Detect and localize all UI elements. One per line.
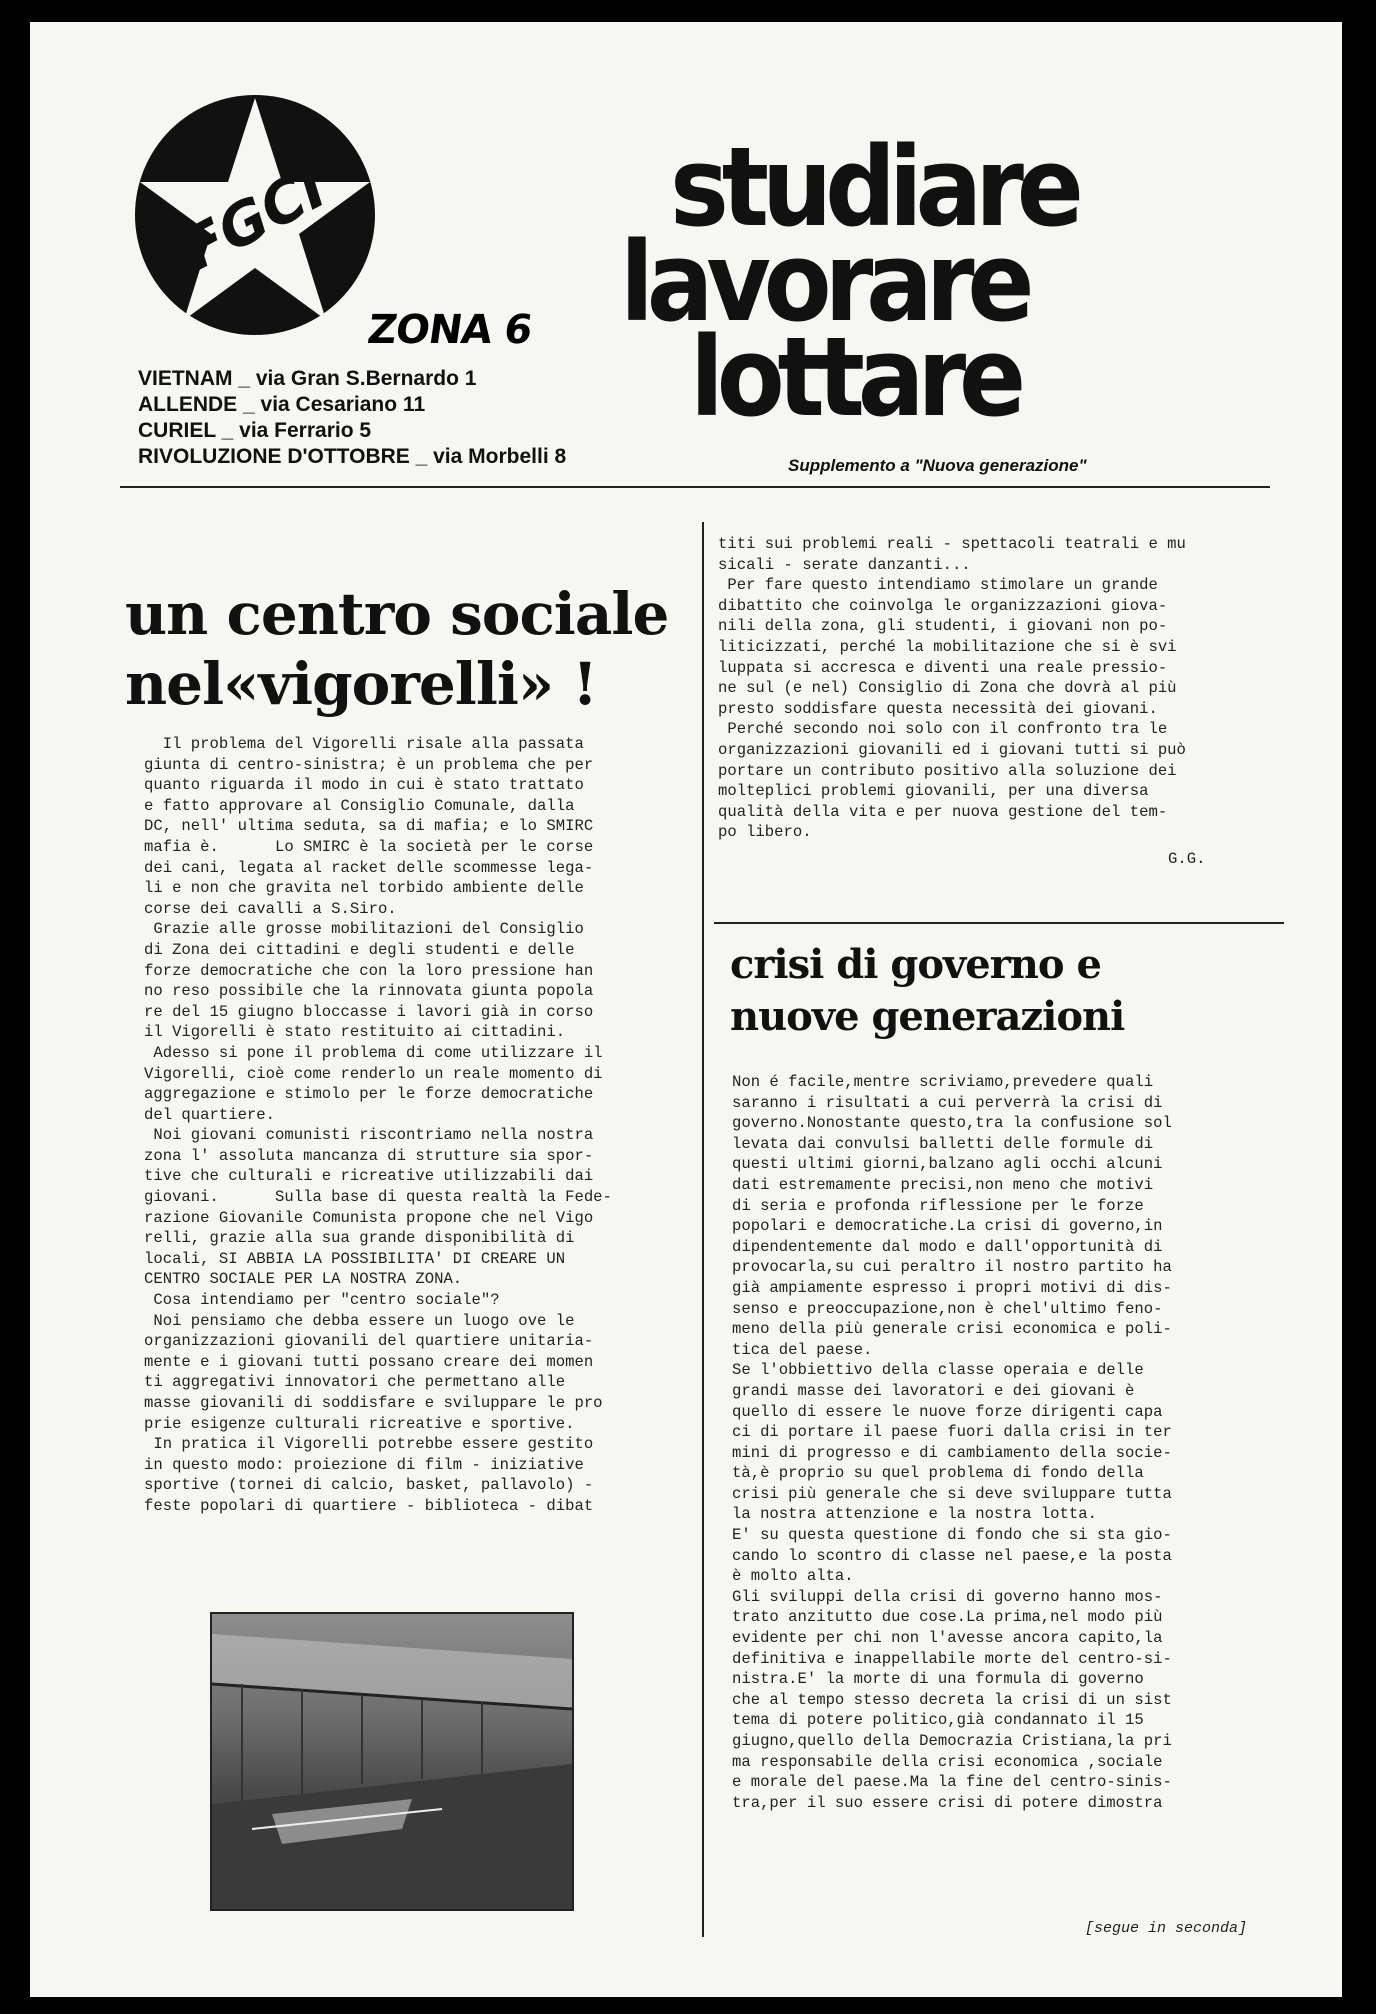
text-line: Vigorelli, cioè come renderlo un reale momento di (144, 1064, 603, 1083)
text-line: locali, SI ABBIA LA POSSIBILITA' DI CREARE UN (144, 1249, 566, 1268)
text-line: di seria e profonda riflessione per le forze (732, 1196, 1144, 1215)
text-line: Noi pensiamo che debba essere un luogo ove le (144, 1311, 575, 1330)
text-line: evidente per chi non l'avesse ancora capito,la (732, 1629, 1163, 1648)
text-line: molteplici problemi giovanili, per una diversa (718, 782, 1149, 801)
text-line: presto soddisfare questa necessità dei giovani. (718, 699, 1158, 718)
text-line: giunta di centro-sinistra; è un problema che per (144, 755, 594, 774)
text-line: Per fare questo intendiamo stimolare un grande (718, 576, 1158, 595)
text-line: po libero. (718, 823, 812, 842)
article-divider (714, 922, 1284, 924)
text-line: liticizzati, perché la mobilitazione che si è svi (718, 637, 1177, 656)
text-line: del quartiere. (144, 1105, 276, 1124)
text-line: popolari e democratiche.La crisi di governo,in (732, 1217, 1163, 1236)
masthead-rule (120, 486, 1270, 488)
text-line: Noi giovani comunisti riscontriamo nella nostra (144, 1126, 594, 1145)
text-line: che al tempo stesso decreta la crisi di un sist (732, 1690, 1172, 1709)
text-line: Perché secondo noi solo con il confronto tra le (718, 720, 1168, 739)
text-line: sportive (tornei di calcio, basket, pallavolo) - (144, 1476, 594, 1495)
text-line: tive che culturali e ricreative utilizzabili dai (144, 1167, 594, 1186)
text-line: giovani. Sulla base di questa realtà la Fede- (144, 1188, 612, 1207)
masthead-title-line: lottare (690, 313, 1019, 441)
text-line: dati estremamente precisi,non meno che motivi (732, 1175, 1154, 1194)
text-line: CENTRO SOCIALE PER LA NOSTRA ZONA. (144, 1270, 463, 1289)
text-line: li e non che gravita nel torbido ambiente delle (144, 879, 584, 898)
text-line: masse giovanili di soddisfare e sviluppare le pro (144, 1394, 603, 1412)
text-line: è molto alta. (732, 1567, 854, 1586)
text-line: il Vigorelli è stato restituito ai cittadini. (144, 1023, 566, 1042)
text-line: quello di essere le nuove forze dirigenti capa (732, 1402, 1163, 1421)
text-line: cando lo scontro di classe nel paese,e la posta (732, 1546, 1172, 1565)
text-line: corse dei cavalli a S.Siro. (144, 899, 397, 918)
text-line: e morale del paese.Ma la fine del centro-sinis- (732, 1773, 1172, 1792)
text-line: Se l'obbiettivo della classe operaia e delle (732, 1361, 1144, 1380)
text-line: dipendentemente dal modo e dall'opportunità di (732, 1237, 1163, 1256)
text-line: provocarla,su cui peraltro il nostro partito ha (732, 1258, 1172, 1277)
text-line: crisi più generale che si deve sviluppare tutta (732, 1484, 1172, 1503)
logo-text: FGCI (171, 152, 337, 284)
address-line: ALLENDE _ via Cesariano 11 (138, 393, 426, 416)
text-line: E' su questa questione di fondo che si sta gio- (732, 1526, 1172, 1545)
text-line: dei cani, legata al racket delle scommesse lega- (144, 858, 594, 877)
text-line: feste popolari di quartiere - biblioteca - dibat (144, 1496, 594, 1515)
text-line: Adesso si pone il problema di come utilizzare il (144, 1043, 603, 1062)
text-line: relli, grazie alla sua grande disponibilità di (144, 1229, 575, 1248)
article2-headline: nuove generazioni (730, 993, 1125, 1040)
article1-headline: un centro sociale (125, 580, 669, 648)
text-line: definitiva e inappellabile morte del centro-si- (732, 1649, 1172, 1668)
text-line: re del 15 giugno bloccasse i lavori già in corso (144, 1002, 594, 1021)
text-line: senso e preoccupazione,non è chel'ultimo feno- (732, 1299, 1163, 1318)
text-line: la nostra attenzione e la nostra lotta. (732, 1505, 1097, 1524)
text-line: qualità della vita e per nuova gestione del tem- (718, 802, 1168, 821)
article2-body (732, 1072, 1172, 1813)
fgci-star-logo (130, 90, 380, 340)
text-line: quanto riguarda il modo in cui è stato trattato (144, 776, 584, 795)
text-line: Cosa intendiamo per "centro sociale"? (144, 1291, 500, 1310)
text-line: dibattito che coinvolga le organizzazioni giova- (718, 596, 1168, 615)
text-line: ti aggregativi innovatori che permettano alle (144, 1373, 566, 1392)
text-line: titi sui problemi reali - spettacoli teatrali e mu (718, 535, 1186, 553)
text-line: ci di portare il paese fuori dalla crisi in ter (732, 1423, 1172, 1442)
text-line: questi ultimi giorni,balzano agli occhi alcuni (732, 1155, 1163, 1174)
text-line: levata dai convulsi balletti delle formule di (732, 1134, 1154, 1153)
newspaper-page (30, 22, 1342, 1997)
masthead-title-line: studiare (670, 123, 1077, 251)
article1-body-right (718, 534, 1186, 843)
text-line: governo.Nonostante questo,tra la confusione sol (732, 1114, 1172, 1133)
text-line: ma responsabile della crisi economica ,sociale (732, 1752, 1163, 1771)
text-line: in questo modo: proiezione di film - iniziative (144, 1455, 584, 1474)
text-line: portare un contributo positivo alla soluzione dei (718, 761, 1177, 780)
text-line: mente e i giovani tutti possano creare dei momen (144, 1352, 594, 1371)
address-line: VIETNAM _ via Gran S.Bernardo 1 (138, 367, 477, 390)
text-line: prie esigenze culturali ricreative e sportive. (144, 1414, 575, 1433)
text-line: Grazie alle grosse mobilitazioni del Consiglio (144, 920, 584, 939)
text-line: saranno i risultati a cui perverrà la crisi di (732, 1093, 1163, 1112)
text-line: sicali - serate danzanti... (718, 555, 971, 574)
continued-note: [segue in seconda] (1085, 1920, 1248, 1937)
text-line: organizzazioni giovanili ed i giovani tutti si può (718, 740, 1186, 759)
article1-body-left (144, 734, 612, 1517)
text-line: no reso possibile che la rinnovata giunta popola (144, 982, 594, 1001)
text-line: Il problema del Vigorelli risale alla passata (144, 735, 584, 753)
address-line: CURIEL _ via Ferrario 5 (138, 419, 372, 442)
column-rule (702, 522, 704, 1937)
article2-headline: crisi di governo e (730, 941, 1101, 988)
text-line: organizzazioni giovanili del quartiere unitaria- (144, 1332, 594, 1351)
supplement-note: Supplemento a "Nuova generazione" (788, 456, 1087, 475)
text-line: mafia è. Lo SMIRC è la società per le corse (144, 837, 594, 856)
text-line: zona l' assoluta mancanza di strutture sia spor- (144, 1146, 594, 1165)
text-line: trato anzitutto due cose.La prima,nel modo più (732, 1608, 1163, 1627)
text-line: razione Giovanile Comunista propone che nel Vigo (144, 1208, 594, 1227)
zona-label: ZONA 6 (364, 307, 535, 353)
text-line: Non é facile,mentre scriviamo,prevedere quali (732, 1073, 1154, 1091)
velodrome-photo (210, 1612, 574, 1911)
text-line: meno della più generale crisi economica e poli- (732, 1320, 1172, 1339)
text-line: tica del paese. (732, 1340, 873, 1359)
text-line: tra,per il suo essere crisi di potere dimostra (732, 1793, 1163, 1812)
text-line: In pratica il Vigorelli potrebbe essere gestito (144, 1435, 594, 1454)
article1-headline: nel«vigorelli» ! (125, 650, 597, 718)
address-line: RIVOLUZIONE D'OTTOBRE _ via Morbelli 8 (138, 445, 567, 468)
text-line: forze democratiche che con la loro pressione han (144, 961, 594, 980)
text-line: di Zona dei cittadini e degli studenti e delle (144, 940, 575, 959)
text-line: grandi masse dei lavoratori e dei giovani è (732, 1381, 1135, 1400)
text-line: tà,è proprio su quel problema di fondo della (732, 1464, 1144, 1483)
text-line: aggregazione e stimolo per le forze democratiche (144, 1085, 594, 1104)
masthead-title-line: lavorare (620, 218, 1028, 346)
text-line: ne sul (e nel) Consiglio di Zona che dovrà al più (718, 679, 1177, 698)
text-line: tema di potere politico,già condannato il 15 (732, 1711, 1144, 1730)
text-line: Gli sviluppi della crisi di governo hanno mos- (732, 1587, 1163, 1606)
article1-signature: G.G. (1168, 850, 1206, 868)
text-line: giugno,quello della Democrazia Cristiana,la pri (732, 1732, 1172, 1750)
text-line: nili della zona, gli studenti, i giovani non po- (718, 617, 1168, 636)
text-line: e fatto approvare al Consiglio Comunale, dalla (144, 796, 575, 815)
text-line: nistra.E' la morte di una formula di governo (732, 1670, 1144, 1689)
text-line: mini di progresso e di cambiamento della socie- (732, 1443, 1172, 1462)
text-line: luppata si accresca e diventi una reale pressio- (718, 658, 1168, 677)
text-line: DC, nell' ultima seduta, sa di mafia; e lo SMIRC (144, 817, 594, 836)
text-line: già ampiamente espresso i propri motivi di dis- (732, 1278, 1172, 1297)
